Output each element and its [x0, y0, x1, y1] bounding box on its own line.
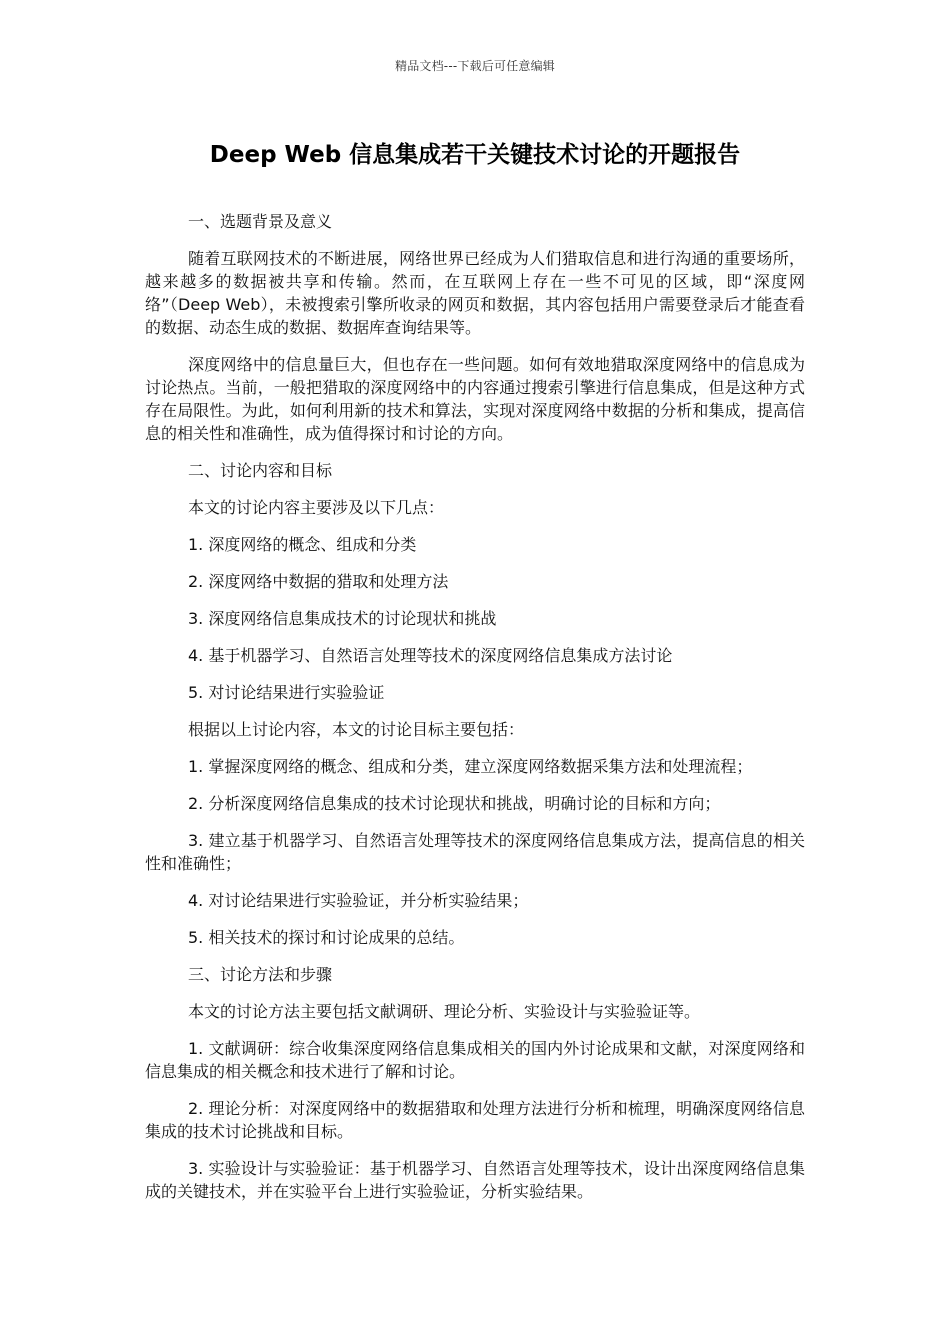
paragraph-content-intro: 本文的讨论内容主要涉及以下几点：	[188, 498, 445, 517]
list-item-goal-2: 2. 分析深度网络信息集成的技术讨论现状和挑战，明确讨论的目标和方向；	[188, 794, 721, 813]
list-item-content-4: 4. 基于机器学习、自然语言处理等技术的深度网络信息集成方法讨论	[188, 646, 673, 665]
list-item-content-1: 1. 深度网络的概念、组成和分类	[188, 535, 417, 554]
paragraph-goals-intro: 根据以上讨论内容，本文的讨论目标主要包括：	[188, 720, 525, 739]
paragraph-background-2: 深度网络中的信息量巨大，但也存在一些问题。如何有效地猎取深度网络中的信息成为讨论热点。当前，一般把猎取的深度网络中的内容通过搜索引擎进行信息集成，但是这种方式存在局限性。为此，如何利用新的技术和算法，实现对深度网络中数据的分析和集成，提高信息的相关性和准确性，成为值得探讨和讨论的方向。	[145, 355, 805, 443]
paragraph-methods-intro: 本文的讨论方法主要包括文献调研、理论分析、实验设计与实验验证等。	[188, 1002, 701, 1021]
list-item-method-2: 2. 理论分析：对深度网络中的数据猎取和处理方法进行分析和梳理，明确深度网络信息集成的技术讨论挑战和目标。	[145, 1099, 805, 1141]
list-item-goal-4: 4. 对讨论结果进行实验验证，并分析实验结果；	[188, 891, 529, 910]
document-title: Deep Web 信息集成若干关键技术讨论的开题报告	[209, 142, 741, 168]
list-item-content-2: 2. 深度网络中数据的猎取和处理方法	[188, 572, 449, 591]
section-heading-content: 二、讨论内容和目标	[188, 461, 333, 480]
list-item-content-3: 3. 深度网络信息集成技术的讨论现状和挑战	[188, 609, 497, 628]
section-heading-methods: 三、讨论方法和步骤	[188, 965, 333, 984]
section-heading-background: 一、选题背景及意义	[188, 212, 333, 231]
list-item-goal-5: 5. 相关技术的探讨和讨论成果的总结。	[188, 928, 465, 947]
list-item-method-3: 3. 实验设计与实验验证：基于机器学习、自然语言处理等技术，设计出深度网络信息集成的关键技术，并在实验平台上进行实验验证，分析实验结果。	[145, 1159, 805, 1201]
list-item-method-1: 1. 文献调研：综合收集深度网络信息集成相关的国内外讨论成果和文献，对深度网络和信息集成的相关概念和技术进行了解和讨论。	[145, 1039, 805, 1081]
page-header: 精品文档---下载后可任意编辑	[395, 59, 555, 73]
paragraph-background-1: 随着互联网技术的不断进展，网络世界已经成为人们猎取信息和进行沟通的重要场所，越来越多的数据被共享和传输。然而，在互联网上存在一些不可见的区域，即“深度网络”（Deep Web），未被搜索引擎所收录的网页和数据，其内容包括用户需要登录后才能查看的数据、动态生成的数据、数据库查询结果等。	[145, 249, 805, 337]
list-item-goal-1: 1. 掌握深度网络的概念、组成和分类，建立深度网络数据采集方法和处理流程；	[188, 757, 753, 776]
list-item-content-5: 5. 对讨论结果进行实验验证	[188, 683, 385, 702]
document-body	[145, 210, 805, 1217]
list-item-goal-3: 3. 建立基于机器学习、自然语言处理等技术的深度网络信息集成方法，提高信息的相关性和准确性；	[145, 831, 805, 873]
